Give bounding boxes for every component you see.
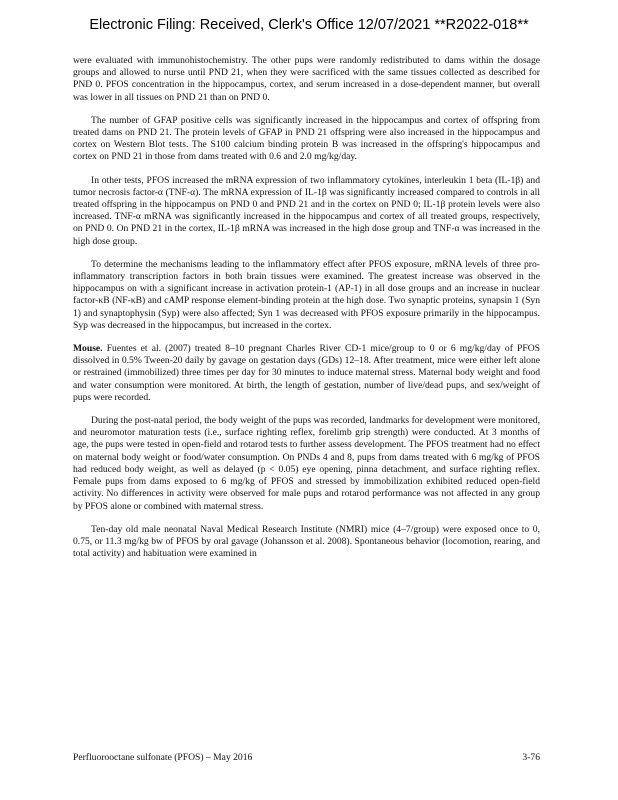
paragraph-text: The number of GFAP positive cells was significantly increased in the hippocampus and cortex of offspring from treated dams on PND 21. The protein levels of GFAP in PND 21 offspring were also increased in the hippocampus and cortex on Western Blot tests. The S100 calcium binding protein B was increased in the offspring's hippocampus and cortex on PND 21 in those from dams treated with 0.6 and 2.0 mg/kg/day.: [73, 114, 540, 163]
page-footer: [73, 752, 540, 763]
paragraph-text: To determine the mechanisms leading to the inflammatory effect after PFOS exposure, mRNA levels of three pro-inflammatory transcription factors in both brain tissues were examined. The greatest increase was observed in the hippocampus on with a significant increase in activation protein-1 (AP-1) in all dose groups and an increase in nuclear factor-κB (NF-κB) and cAMP response element-binding protein at the high dose. Two synaptic proteins, synapsin 1 (Syn 1) and synaptophysin (Syp) were also affected; Syn 1 was decreased with PFOS exposure primarily in the hippocampus. Syp was decreased in the hippocampus, but increased in the cortex.: [73, 258, 540, 331]
page-number: 3-76: [522, 752, 540, 763]
paragraph-6: [73, 415, 540, 513]
paragraph-text: were evaluated with immunohistochemistry. The other pups were randomly redistributed to dams within the dosage groups and allowed to nurse until PND 21, when they were sacrificed with the same tissues collected as described for PND 0. PFOS concentration in the hippocampus, cortex, and serum increased in a dose-dependent manner, but overall was lower in all tissues on PND 21 than on PND 0.: [73, 55, 540, 103]
paragraph-7: [73, 524, 540, 561]
paragraph-text: In other tests, PFOS increased the mRNA expression of two inflammatory cytokines, interleukin 1 beta (IL-1β) and tumor necrosis factor-α (TNF-α). The mRNA expression of IL-1β was significantly increased compared to controls in all treated offspring in the hippocampus on PND 0 and PND 21 and in the cortex on PND 0; IL-1β protein levels were also increased. TNF-α mRNA was significantly increased in the hippocampus and cortex of all treated groups, respectively, on PND 0. On PND 21 in the cortex, IL-1β mRNA was increased in the high dose group and TNF-α was increased in the high dose group.: [73, 174, 540, 247]
footer-document-title: Perfluorooctane sulfonate (PFOS) – May 2016: [73, 752, 253, 763]
paragraph-text: Ten-day old male neonatal Naval Medical Research Institute (NMRI) mice (4–7/group) were exposed once to 0, 0.75, or 11.3 mg/kg bw of PFOS by oral gavage (Johansson et al. 2008). Spontaneous behavior (locomotion, rearing, and total activity) and habituation were examined in: [73, 523, 540, 560]
section-lead: Mouse.: [73, 343, 103, 355]
paragraph-5: [73, 343, 540, 404]
paragraph-3: [73, 175, 540, 248]
paragraph-text: Fuentes et al. (2007) treated 8–10 pregnant Charles River CD-1 mice/group to 0 or 6 mg/kg/day of PFOS dissolved in 0.5% Tween-20 daily by gavage on gestation days (GDs) 12–18. After treatment, mice were either left alone or restrained (immobilized) three times per day for 30 minutes to induce maternal stress. Maternal body weight and food and water consumption were monitored. At birth, the length of gestation, number of live/dead pups, and sex/weight of pups were recorded.: [73, 343, 540, 403]
filing-header: Electronic Filing: Received, Clerk's Office 12/07/2021 **R2022-018**: [89, 17, 529, 33]
paragraph-4: [73, 259, 540, 332]
document-body: [73, 55, 540, 571]
paragraph-text: During the post-natal period, the body weight of the pups was recorded, landmarks for development were monitored, and neuromotor maturation tests (i.e., surface righting reflex, forelimb grip strength) were conducted. At 3 months of age, the pups were tested in open-field and rotarod tests to further assess development. The PFOS treatment had no effect on maternal body weight or food/water consumption. On PNDs 4 and 8, pups from dams treated with 6 mg/kg of PFOS had reduced body weight, as well as delayed (p < 0.05) eye opening, pinna detachment, and surface righting reflex. Female pups from dams exposed to 6 mg/kg of PFOS and stressed by immobilization exhibited reduced open-field activity. No differences in activity were observed for male pups and rotarod performance was not affected in any group by PFOS alone or combined with maternal stress.: [73, 415, 540, 512]
paragraph-2: [73, 115, 540, 164]
paragraph-1: [73, 55, 540, 104]
